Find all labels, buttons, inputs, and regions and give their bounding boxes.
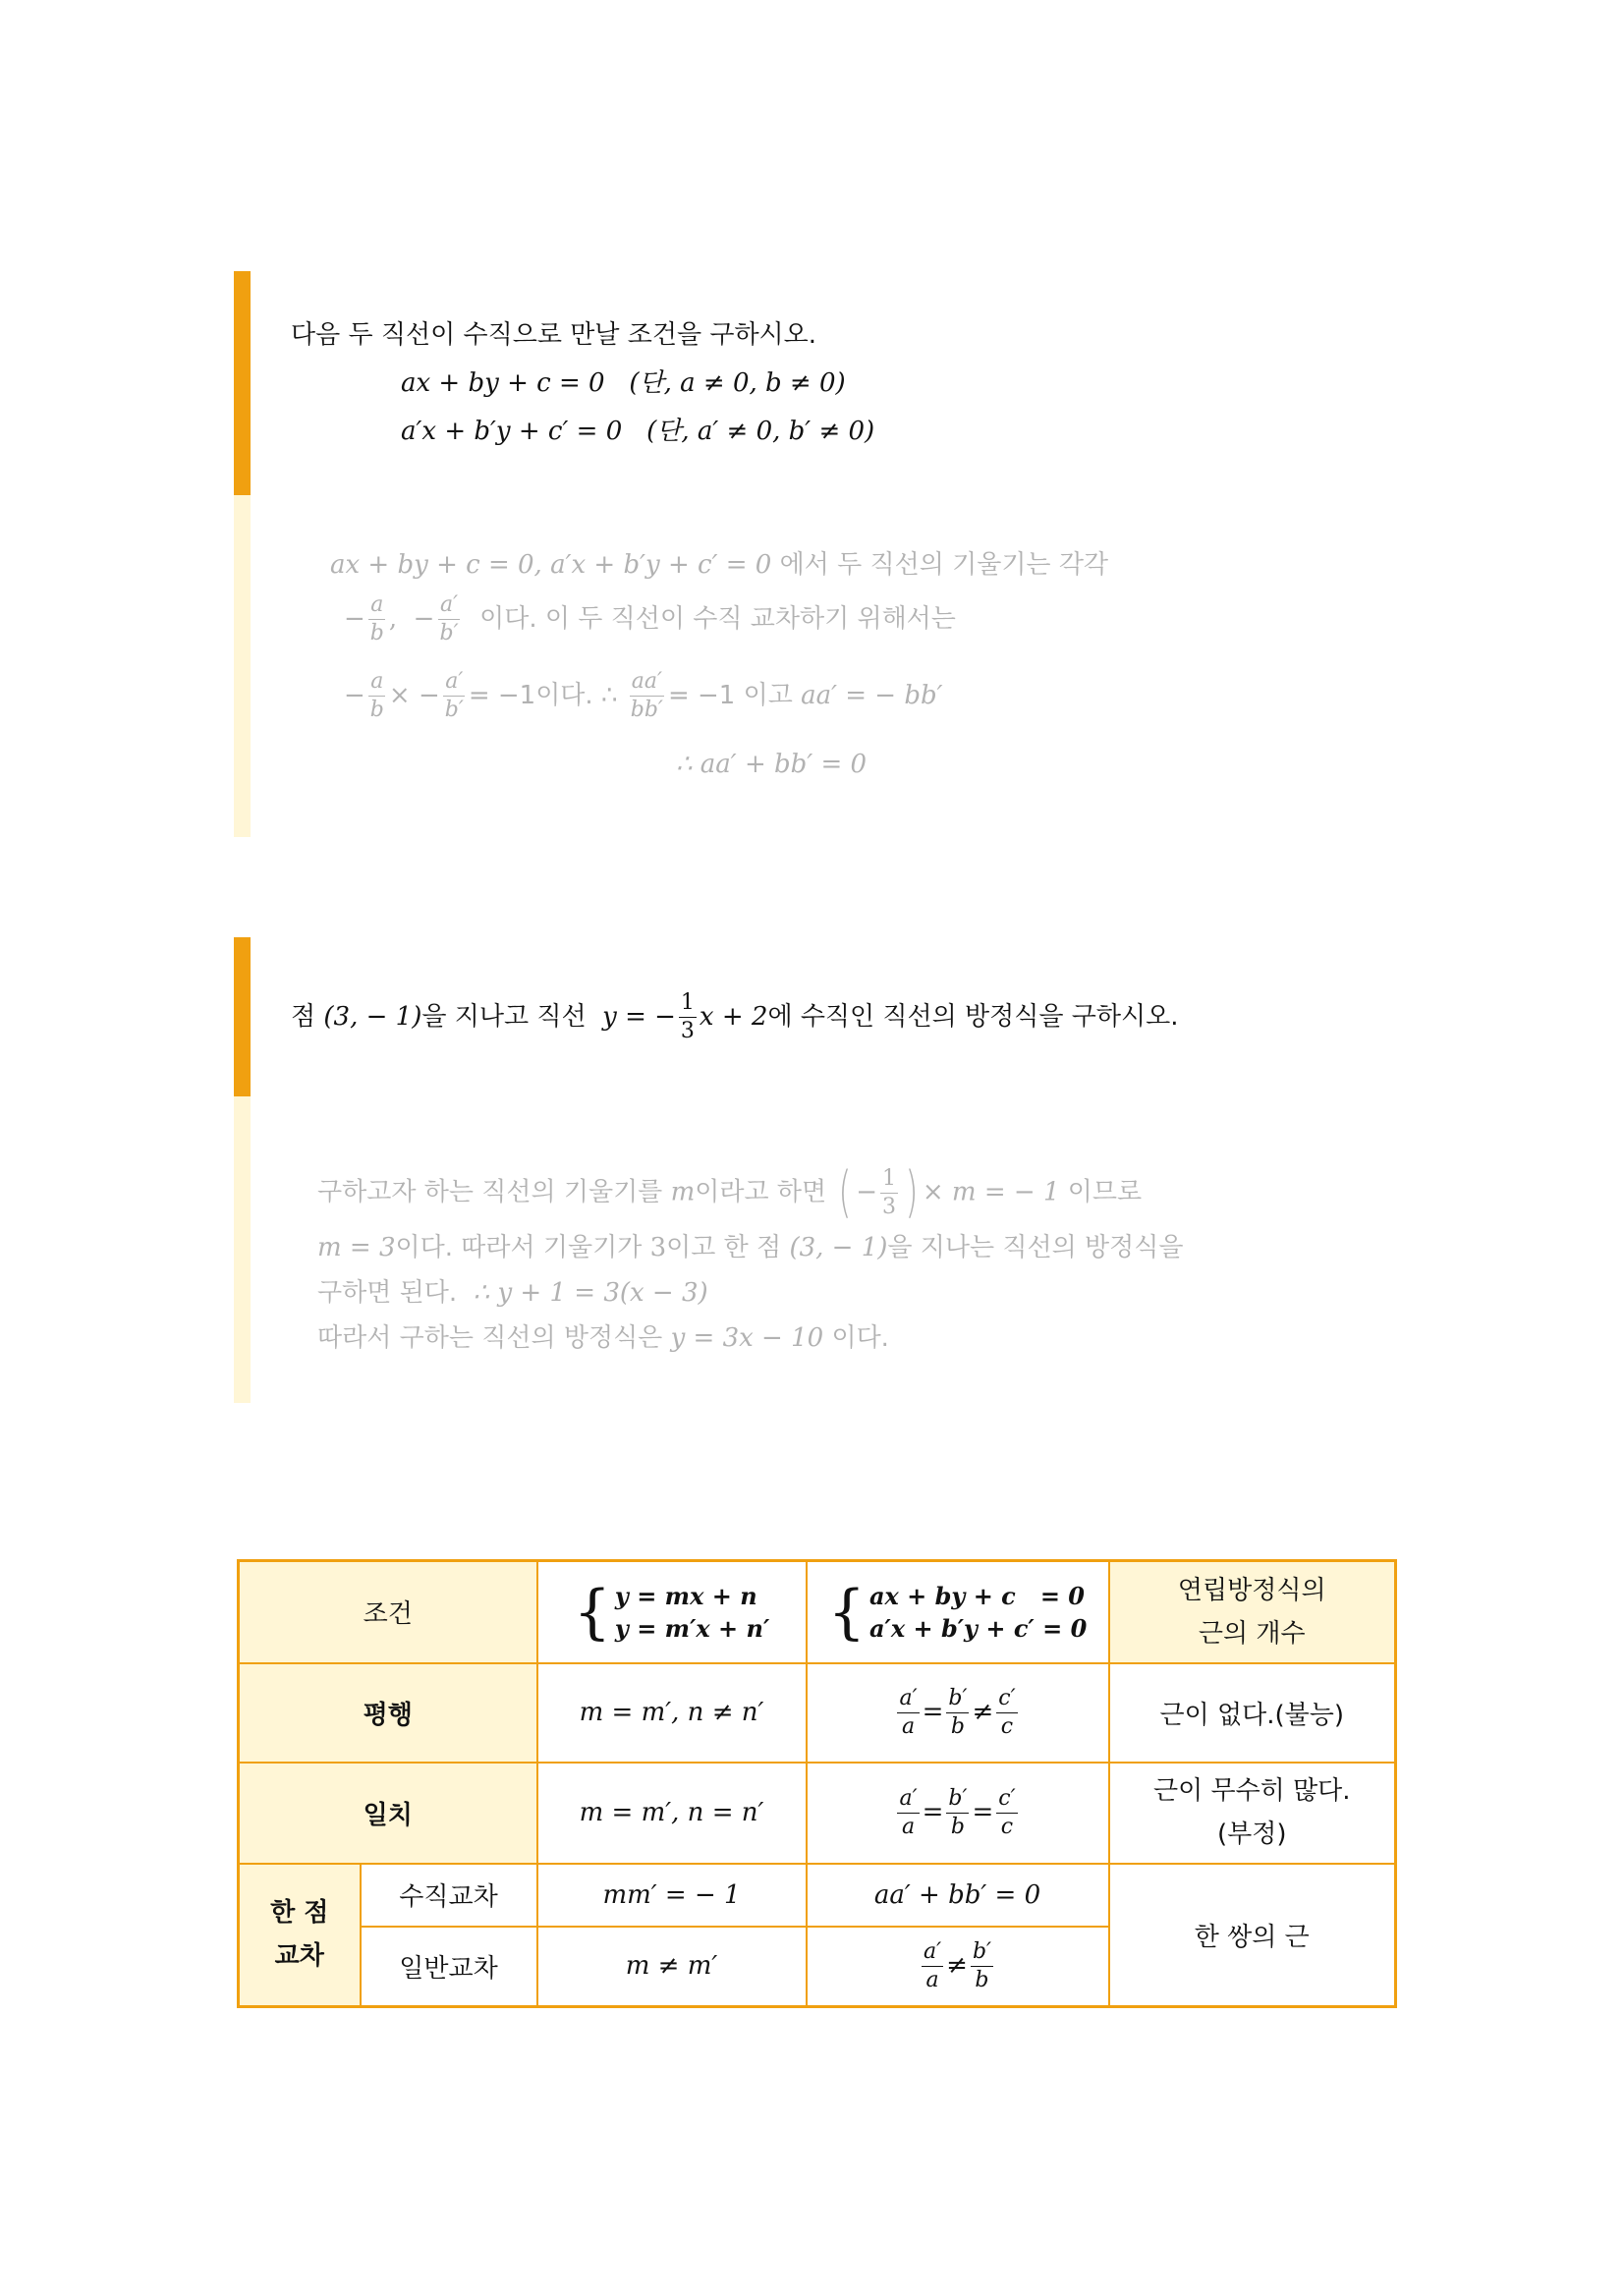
header-system1: { y = mx + n y = m′x + n′ bbox=[537, 1561, 807, 1663]
row-perpendicular-label: 수직교차 bbox=[361, 1864, 537, 1927]
problem2-solution-bar bbox=[234, 1096, 251, 1403]
problem2-solution-line3: 구하면 된다. ∴ y + 1 = 3(x − 3) bbox=[317, 1278, 708, 1308]
problem1-solution-bar bbox=[234, 495, 251, 837]
problem2-solution-line4: 따라서 구하는 직선의 방정식은 y = 3x − 10 이다. bbox=[317, 1323, 889, 1353]
condition-table bbox=[237, 1559, 1397, 2008]
row-parallel-label: 평행 bbox=[239, 1663, 537, 1763]
problem2-solution-line1: 구하고자 하는 직선의 기울기를 m이라고 하면 ( − $\frac{1}{3}$ ) × m = − 1 이므로 bbox=[317, 1160, 1143, 1224]
problem1-question: 다음 두 직선이 수직으로 만날 조건을 구하시오. bbox=[291, 320, 817, 350]
row-perpendicular-coeff: aa′ + bb′ = 0 bbox=[807, 1864, 1109, 1927]
header-roots: 연립방정식의 근의 개수 bbox=[1109, 1561, 1396, 1663]
row-parallel-slope: m = m′, n ≠ n′ bbox=[537, 1663, 807, 1763]
problem2-accent-bar bbox=[234, 937, 251, 1096]
problem1-eq1: ax + by + c = 0 (단, a ≠ 0, b ≠ 0) bbox=[401, 368, 846, 398]
row-general-coeff: $\frac{a'}{a}$ ≠ $\frac{b'}{b}$ bbox=[807, 1927, 1109, 2007]
problem2-question: 점 (3, − 1)을 지나고 직선 y = − $\frac{1}{3}$ x + 2에 수직인 직선의 방정식을 구하시오. bbox=[291, 990, 1179, 1043]
row-general-slope: m ≠ m′ bbox=[537, 1927, 807, 2007]
header-system2: { ax + by + c = 0 a′x + b′y + c′ = 0 bbox=[807, 1561, 1109, 1663]
row-general-label: 일반교차 bbox=[361, 1927, 537, 2007]
problem1-solution-line1: ax + by + c = 0, a′x + b′y + c′ = 0 에서 두 직선의 기울기는 각각 bbox=[330, 550, 1109, 580]
row-intersect-roots: 한 쌍의 근 bbox=[1109, 1864, 1396, 2007]
row-perpendicular-slope: mm′ = − 1 bbox=[537, 1864, 807, 1927]
row-coincide-slope: m = m′, n = n′ bbox=[537, 1763, 807, 1864]
row-parallel-roots: 근이 없다.(불능) bbox=[1109, 1663, 1396, 1763]
row-coincide-label: 일치 bbox=[239, 1763, 537, 1864]
row-coincide-coeff: $\frac{a'}{a}$ = $\frac{b'}{b}$ = $\frac{c'}{c}$ bbox=[807, 1763, 1109, 1864]
problem1-accent-bar bbox=[234, 271, 251, 495]
problem1-solution-line2: − $\frac{a}{b}$ , − $\frac{a'}{b'}$ 이다. 이 두 직선이 수직 교차하기 위해서는 bbox=[344, 592, 956, 645]
problem1-solution-line4: ∴ aa′ + bb′ = 0 bbox=[676, 750, 868, 779]
header-condition: 조건 bbox=[239, 1561, 537, 1663]
row-coincide-roots: 근이 무수히 많다. (부정) bbox=[1109, 1763, 1396, 1864]
problem2-solution-line2: m = 3이다. 따라서 기울기가 3이고 한 점 (3, − 1)을 지나는 직선의 방정식을 bbox=[317, 1233, 1184, 1262]
problem1-eq2: a′x + b′y + c′ = 0 (단, a′ ≠ 0, b′ ≠ 0) bbox=[401, 417, 875, 446]
problem1-solution-line3: − $\frac{a}{b}$ × − $\frac{a'}{b'}$ = −1이다. ∴ $\frac{aa'}{bb'}$ = −1 이고 aa′ = − bb′ bbox=[344, 669, 943, 722]
row-intersect-label: 한 점 교차 bbox=[239, 1864, 361, 2007]
row-parallel-coeff: $\frac{a'}{a}$ = $\frac{b'}{b}$ ≠ $\frac{c'}{c}$ bbox=[807, 1663, 1109, 1763]
